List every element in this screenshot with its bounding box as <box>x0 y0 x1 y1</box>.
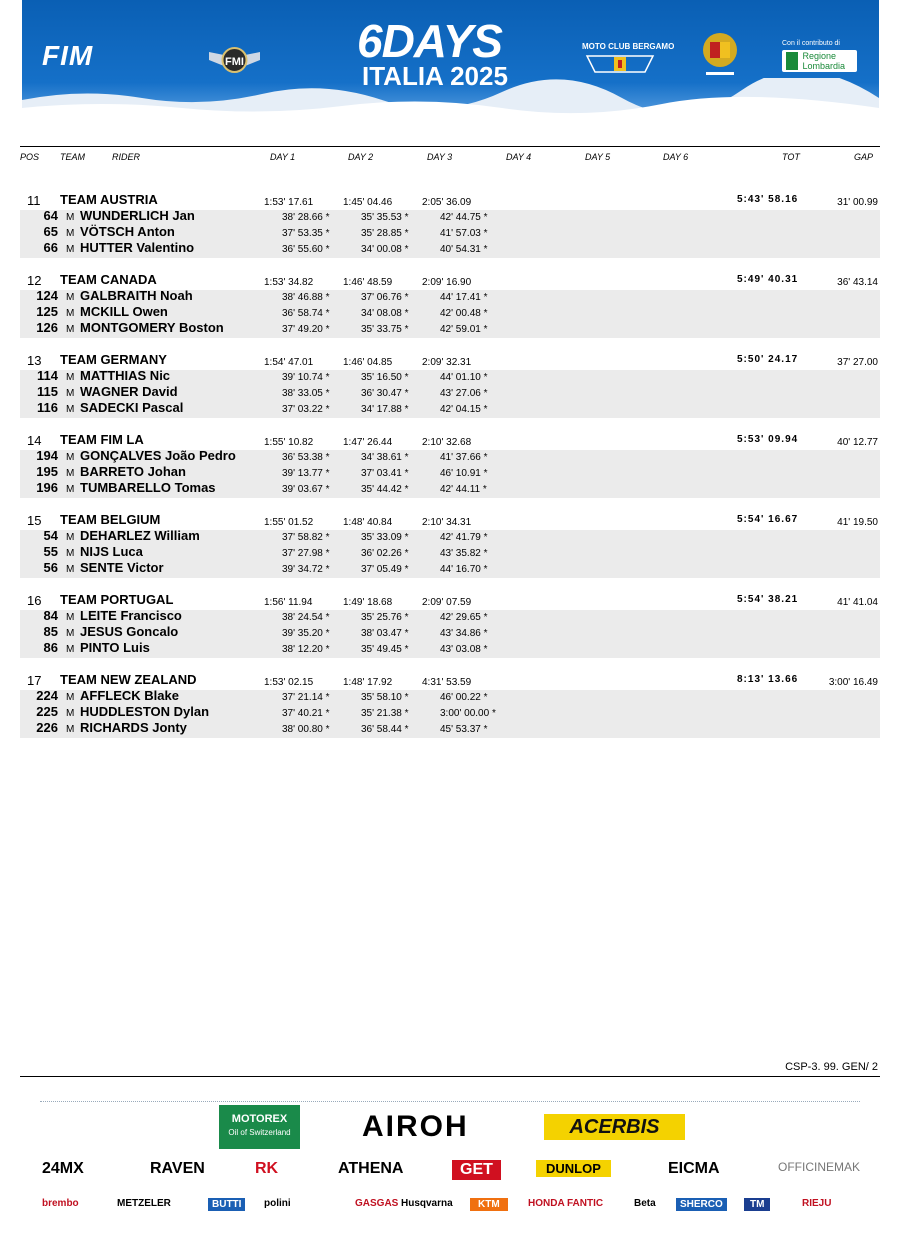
rider-category: M <box>66 484 75 495</box>
rider-category: M <box>66 324 75 335</box>
rider-day1: 38' 33.05 * <box>282 388 330 399</box>
team-day3: 2:09' 32.31 <box>422 357 472 368</box>
rider-day3: 42' 59.01 * <box>440 324 488 335</box>
rider-category: M <box>66 612 75 623</box>
rider-number: 115 <box>37 384 58 399</box>
sponsor-logo: TM <box>744 1198 770 1211</box>
sponsor-logo: RK <box>255 1160 279 1177</box>
team-day2: 1:48' 17.92 <box>343 677 393 688</box>
rider-number: 226 <box>36 720 58 735</box>
rider-day1: 37' 58.82 * <box>282 532 330 543</box>
rider-day2: 36' 02.26 * <box>361 548 409 559</box>
team-day2: 1:49' 18.68 <box>343 597 393 608</box>
rider-day2: 38' 03.47 * <box>361 628 409 639</box>
team-name: TEAM NEW ZEALAND <box>60 672 197 687</box>
team-gap: 37' 27.00 <box>837 357 878 368</box>
rider-day3: 44' 01.10 * <box>440 372 488 383</box>
rider-name: HUTTER Valentino <box>80 240 195 255</box>
team-total: 5:54' 16.67 <box>737 514 799 525</box>
team-day1: 1:54' 47.01 <box>264 357 314 368</box>
rider-day3: 45' 53.37 * <box>440 724 488 735</box>
team-day3: 2:09' 16.90 <box>422 277 472 288</box>
rider-day3: 42' 04.15 * <box>440 404 488 415</box>
team-day2: 1:45' 04.46 <box>343 197 393 208</box>
col-day6: DAY 6 <box>663 152 689 162</box>
rider-name: NIJS Luca <box>80 544 143 559</box>
rider-day2: 34' 08.08 * <box>361 308 409 319</box>
rider-day2: 35' 33.75 * <box>361 324 409 335</box>
rider-category: M <box>66 228 75 239</box>
rider-name: VÖTSCH Anton <box>80 224 175 239</box>
team-day3: 4:31' 53.59 <box>422 677 472 688</box>
sponsor-logo: ATHENA <box>338 1160 404 1177</box>
col-day3: DAY 3 <box>427 152 453 162</box>
col-team: TEAM <box>60 152 86 162</box>
team-day1: 1:55' 10.82 <box>264 437 314 448</box>
team-day1: 1:56' 11.94 <box>264 597 313 608</box>
rider-category: M <box>66 548 75 559</box>
sponsor-motorex-label: MOTOREX <box>231 1113 288 1125</box>
team-day1: 1:55' 01.52 <box>264 517 314 528</box>
col-rider: RIDER <box>112 152 141 162</box>
rider-name: BARRETO Johan <box>80 464 186 479</box>
rider-day3: 43' 35.82 * <box>440 548 488 559</box>
team-day3: 2:05' 36.09 <box>422 197 472 208</box>
rider-category: M <box>66 404 75 415</box>
page-code: CSP-3. 99. GEN/ 2 <box>785 1061 878 1073</box>
team-day3: 2:10' 34.31 <box>422 517 472 528</box>
sponsor-airoh: AIROH <box>362 1110 469 1143</box>
col-day1: DAY 1 <box>270 152 296 162</box>
rider-day1: 39' 03.67 * <box>282 484 330 495</box>
col-tot: TOT <box>782 152 800 162</box>
regione-lombardia-logo <box>782 50 857 72</box>
col-pos: POS <box>20 152 40 162</box>
rider-day1: 39' 35.20 * <box>282 628 330 639</box>
rider-name: LEITE Francisco <box>80 608 182 623</box>
sponsor-separator <box>40 1101 860 1102</box>
rider-row <box>20 530 880 546</box>
rider-day1: 36' 58.74 * <box>282 308 330 319</box>
rider-day3: 43' 27.06 * <box>440 388 488 399</box>
team-day2: 1:46' 48.59 <box>343 277 393 288</box>
team-gap: 41' 41.04 <box>837 597 878 608</box>
rider-day3: 44' 16.70 * <box>440 564 488 575</box>
rider-name: SENTE Victor <box>80 560 164 575</box>
rider-day3: 43' 03.08 * <box>440 644 488 655</box>
rider-day1: 38' 46.88 * <box>282 292 330 303</box>
sponsor-logo: GET <box>452 1160 501 1180</box>
team-day2: 1:47' 26.44 <box>343 437 393 448</box>
rider-name: WUNDERLICH Jan <box>80 208 195 223</box>
sponsor-logo: EICMA <box>668 1160 720 1177</box>
rider-number: 64 <box>43 208 58 223</box>
team-name: TEAM CANADA <box>60 272 157 287</box>
fim-logo: FIM <box>42 40 94 71</box>
rider-day3: 42' 00.48 * <box>440 308 488 319</box>
team-name: TEAM BELGIUM <box>60 512 161 527</box>
rider-day3: 42' 44.75 * <box>440 212 488 223</box>
rider-day2: 35' 44.42 * <box>361 484 409 495</box>
rider-name: MATTHIAS Nic <box>80 368 171 383</box>
team-day1: 1:53' 34.82 <box>264 277 314 288</box>
rider-category: M <box>66 724 75 735</box>
rider-day2: 37' 06.76 * <box>361 292 409 303</box>
moto-club-bergamo-text: MOTO CLUB BERGAMO <box>582 42 675 51</box>
team-total: 5:54' 38.21 <box>737 594 799 605</box>
rider-number: 56 <box>43 560 58 575</box>
sponsor-logo: brembo <box>42 1198 79 1209</box>
rider-day3: 42' 44.11 * <box>440 484 487 495</box>
rider-number: 86 <box>43 640 58 655</box>
rider-category: M <box>66 452 75 463</box>
rider-name: GALBRAITH Noah <box>80 288 193 303</box>
rider-category: M <box>66 692 75 703</box>
sponsor-logo: HONDA <box>528 1198 565 1209</box>
rider-category: M <box>66 644 75 655</box>
rider-name: DEHARLEZ William <box>80 528 200 543</box>
team-total: 5:49' 40.31 <box>737 274 799 285</box>
rider-name: TUMBARELLO Tomas <box>80 480 216 495</box>
sponsor-logo: Husqvarna <box>401 1198 453 1209</box>
sponsor-logo: GASGAS <box>355 1198 399 1209</box>
event-subtitle-logo: ITALIA 2025 <box>362 61 508 91</box>
team-position: 16 <box>27 593 42 608</box>
rider-category: M <box>66 244 75 255</box>
rider-category: M <box>66 564 75 575</box>
rider-number: 196 <box>36 480 58 495</box>
team-gap: 40' 12.77 <box>837 437 878 448</box>
rider-number: 54 <box>43 528 58 543</box>
team-position: 13 <box>27 353 42 368</box>
rider-number: 55 <box>43 544 58 559</box>
rider-day1: 39' 34.72 * <box>282 564 330 575</box>
rider-number: 224 <box>36 688 58 703</box>
sponsor-logo: Beta <box>634 1198 656 1209</box>
rider-number: 84 <box>43 608 58 623</box>
sponsor-logo: BUTTI <box>208 1198 245 1211</box>
comune-bergamo-crest <box>700 28 740 84</box>
team-name: TEAM GERMANY <box>60 352 167 367</box>
sponsor-logo: SHERCO <box>676 1198 727 1211</box>
team-position: 17 <box>27 673 42 688</box>
sponsor-logo: RAVEN <box>150 1160 205 1177</box>
rider-day2: 35' 49.45 * <box>361 644 409 655</box>
team-gap: 41' 19.50 <box>837 517 878 528</box>
rider-day1: 36' 55.60 * <box>282 244 330 255</box>
rider-name: GONÇALVES João Pedro <box>80 448 236 463</box>
event-title-logo: 6DAYS <box>357 15 502 67</box>
rider-name: HUDDLESTON Dylan <box>80 704 210 719</box>
rider-day2: 34' 38.61 * <box>361 452 409 463</box>
regione-lombardia-label: Regione Lombardia <box>802 51 846 71</box>
rider-name: RICHARDS Jonty <box>80 720 187 735</box>
rider-day2: 35' 33.09 * <box>361 532 409 543</box>
rider-name: MCKILL Owen <box>80 304 168 319</box>
rider-day2: 36' 58.44 * <box>361 724 409 735</box>
rider-day3: 42' 29.65 * <box>440 612 488 623</box>
rider-row <box>20 722 880 738</box>
rider-day1: 38' 00.80 * <box>282 724 330 735</box>
rider-day1: 39' 13.77 * <box>282 468 330 479</box>
rider-row <box>20 562 880 578</box>
rider-day3: 46' 10.91 * <box>440 468 488 479</box>
sponsor-acerbis: ACERBIS <box>544 1114 685 1140</box>
rider-day2: 35' 25.76 * <box>361 612 409 623</box>
rider-category: M <box>66 308 75 319</box>
team-position: 11 <box>27 193 41 208</box>
rider-day3: 41' 37.66 * <box>440 452 488 463</box>
rider-name: JESUS Goncalo <box>80 624 179 639</box>
rider-day1: 37' 27.98 * <box>282 548 330 559</box>
rider-day2: 35' 28.85 * <box>361 228 409 239</box>
rider-day3: 44' 17.41 * <box>440 292 488 303</box>
sponsor-logo: METZELER <box>117 1198 171 1209</box>
rider-number: 126 <box>36 320 58 335</box>
event-banner <box>22 0 879 118</box>
rider-day1: 37' 03.22 * <box>282 404 330 415</box>
rider-day2: 35' 21.38 * <box>361 708 409 719</box>
rider-category: M <box>66 388 75 399</box>
rider-category: M <box>66 532 75 543</box>
team-day1: 1:53' 02.15 <box>264 677 314 688</box>
team-day3: 2:09' 07.59 <box>422 597 472 608</box>
rider-row <box>20 482 880 498</box>
rider-number: 116 <box>37 400 58 415</box>
team-total: 8:13' 13.66 <box>737 674 799 685</box>
rider-number: 194 <box>36 448 58 463</box>
team-gap: 36' 43.14 <box>837 277 878 288</box>
team-total: 5:43' 58.16 <box>737 194 799 205</box>
team-name: TEAM AUSTRIA <box>60 192 158 207</box>
col-day4: DAY 4 <box>506 152 532 162</box>
rider-day2: 37' 05.49 * <box>361 564 409 575</box>
sponsor-logo: OFFICINEMAK <box>778 1160 861 1174</box>
rider-category: M <box>66 292 75 303</box>
rider-day1: 37' 53.35 * <box>282 228 330 239</box>
team-gap: 31' 00.99 <box>837 197 878 208</box>
moto-club-bergamo-logo <box>585 54 655 74</box>
team-position: 15 <box>27 513 42 528</box>
lombardia-icon <box>786 52 798 70</box>
sponsor-logo: polini <box>264 1198 291 1209</box>
rider-number: 65 <box>43 224 58 239</box>
rider-number: 114 <box>37 368 58 383</box>
rider-day1: 39' 10.74 * <box>282 372 330 383</box>
rider-category: M <box>66 372 75 383</box>
team-total: 5:53' 09.94 <box>737 434 799 445</box>
rider-row <box>20 242 880 258</box>
rider-number: 225 <box>36 704 58 719</box>
rider-row <box>20 402 880 418</box>
rider-day2: 35' 58.10 * <box>361 692 409 703</box>
rider-name: MONTGOMERY Boston <box>80 320 224 335</box>
team-position: 14 <box>27 433 42 448</box>
rider-day1: 38' 12.20 * <box>282 644 330 655</box>
rider-day2: 35' 16.50 * <box>361 372 409 383</box>
rider-day1: 37' 40.21 * <box>282 708 330 719</box>
team-total: 5:50' 24.17 <box>737 354 799 365</box>
rider-number: 66 <box>43 240 58 255</box>
rider-day2: 37' 03.41 * <box>361 468 409 479</box>
rider-number: 124 <box>36 288 58 303</box>
team-name: TEAM FIM LA <box>60 432 144 447</box>
team-position: 12 <box>27 273 42 288</box>
rider-day3: 41' 57.03 * <box>440 228 488 239</box>
sponsor-logo: RIEJU <box>802 1198 832 1209</box>
sponsor-logo: DUNLOP <box>536 1160 611 1177</box>
footer-rule <box>20 1076 880 1077</box>
team-day1: 1:53' 17.61 <box>264 197 314 208</box>
fmi-logo <box>207 38 262 80</box>
rider-row <box>20 642 880 658</box>
rider-day1: 36' 53.38 * <box>282 452 330 463</box>
sponsor-logo: 24MX <box>42 1160 84 1177</box>
rider-name: PINTO Luis <box>80 640 150 655</box>
rider-name: WAGNER David <box>80 384 178 399</box>
rider-number: 85 <box>43 624 58 639</box>
snow-mountains-graphic <box>22 78 879 118</box>
sponsor-motorex <box>219 1105 300 1149</box>
rider-day2: 34' 00.08 * <box>361 244 409 255</box>
rider-day1: 38' 24.54 * <box>282 612 330 623</box>
rider-category: M <box>66 628 75 639</box>
team-name: TEAM PORTUGAL <box>60 592 174 607</box>
sponsor-logo: FANTIC <box>567 1198 604 1209</box>
team-day2: 1:46' 04.85 <box>343 357 393 368</box>
rider-day2: 34' 17.88 * <box>361 404 409 415</box>
rider-day3: 3:00' 00.00 * <box>440 708 496 719</box>
col-day5: DAY 5 <box>585 152 611 162</box>
rider-day2: 35' 35.53 * <box>361 212 409 223</box>
svg-text:FMI: FMI <box>225 56 244 68</box>
rider-category: M <box>66 468 75 479</box>
rider-day3: 46' 00.22 * <box>440 692 488 703</box>
team-gap: 3:00' 16.49 <box>828 677 878 688</box>
rider-day1: 37' 49.20 * <box>282 324 330 335</box>
col-day2: DAY 2 <box>348 152 374 162</box>
contribution-text: Con il contributo di <box>782 40 840 47</box>
rider-day1: 38' 28.66 * <box>282 212 330 223</box>
rider-day3: 42' 41.79 * <box>440 532 488 543</box>
sponsor-motorex-sub: Oil of Switzerland <box>228 1128 291 1137</box>
rider-day2: 36' 30.47 * <box>361 388 409 399</box>
rider-day1: 37' 21.14 * <box>282 692 330 703</box>
team-day2: 1:48' 40.84 <box>343 517 393 528</box>
rider-day3: 43' 34.86 * <box>440 628 488 639</box>
rider-day3: 40' 54.31 * <box>440 244 488 255</box>
rider-category: M <box>66 708 75 719</box>
rider-name: AFFLECK Blake <box>80 688 179 703</box>
col-gap: GAP <box>854 152 874 162</box>
rider-name: SADECKI Pascal <box>80 400 184 415</box>
team-day3: 2:10' 32.68 <box>422 437 472 448</box>
rider-row <box>20 322 880 338</box>
rider-number: 195 <box>36 464 58 479</box>
rider-category: M <box>66 212 75 223</box>
rider-number: 125 <box>36 304 58 319</box>
header-rule <box>20 146 880 147</box>
sponsor-logo: KTM <box>470 1198 508 1211</box>
